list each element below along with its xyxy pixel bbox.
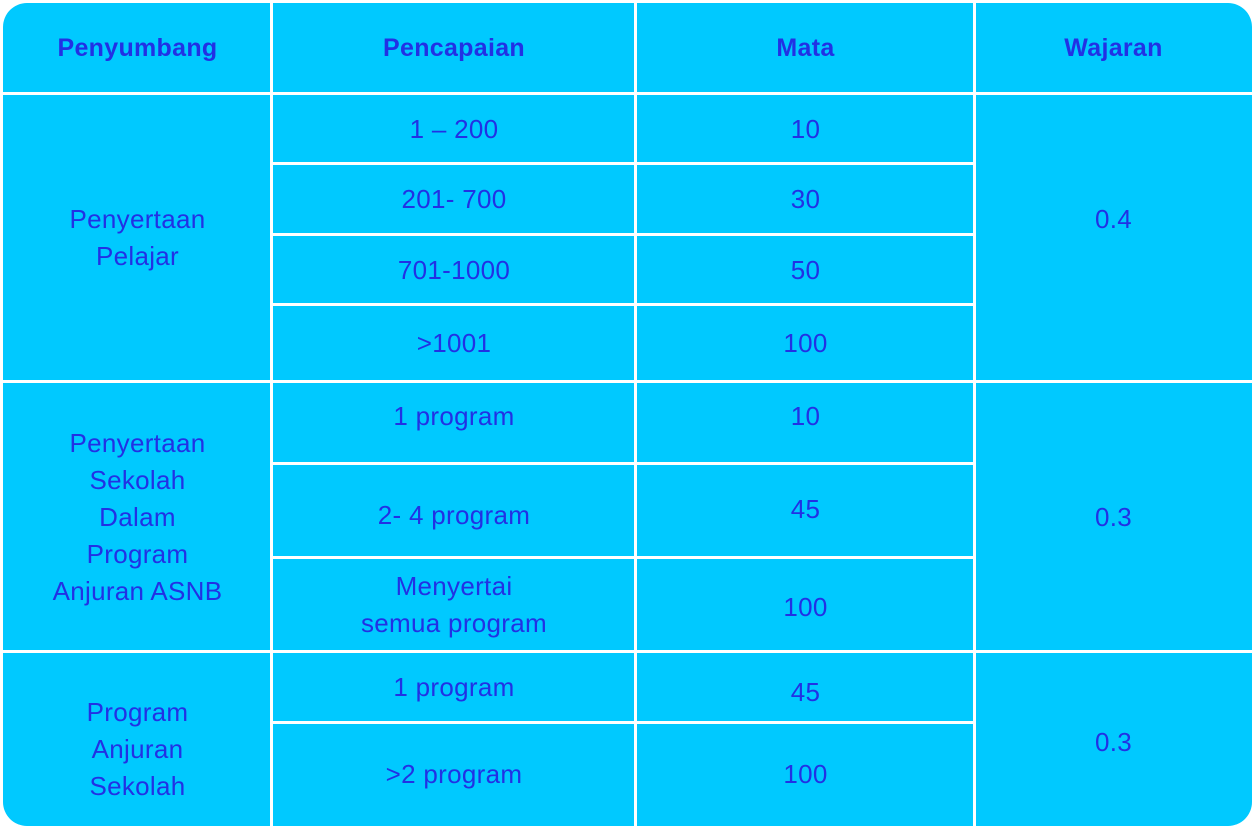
table-cell-points: 100	[783, 328, 828, 358]
table-cell-achievement: Menyertai semua program	[361, 571, 547, 638]
table-cell-achievement: 701-1000	[397, 254, 511, 285]
grid-line	[270, 3, 273, 826]
grid-line	[272, 303, 975, 306]
header-penyumbang: Penyumbang	[57, 34, 218, 62]
grid-line	[272, 162, 975, 165]
table-cell-points: 100	[783, 591, 828, 622]
table-cell-achievement: 201- 700	[401, 184, 507, 214]
table-cell-achievement: >2 program	[385, 759, 523, 789]
group-2-weight: 0.3	[1094, 501, 1133, 532]
header-mata: Mata	[776, 34, 835, 62]
grid-line	[634, 3, 637, 826]
group-3-weight: 0.3	[1094, 726, 1133, 757]
grid-line	[272, 233, 975, 236]
grid-line	[3, 650, 1252, 653]
scoring-table	[3, 3, 1252, 826]
table-cell-points: 50	[790, 254, 821, 285]
header-wajaran: Wajaran	[1064, 34, 1163, 62]
header-pencapaian: Pencapaian	[383, 34, 525, 62]
table-cell-points: 10	[790, 400, 821, 431]
table-cell-achievement: 2- 4 program	[377, 499, 531, 530]
grid-line	[272, 462, 975, 465]
grid-line	[272, 721, 975, 724]
group-1-contributor: Penyertaan Pelajar	[69, 204, 206, 271]
grid-line	[3, 92, 1252, 95]
table-cell-points: 30	[790, 184, 821, 214]
table-cell-achievement: 1 – 200	[409, 113, 499, 144]
table-cell-points: 45	[790, 677, 821, 707]
table-cell-points: 100	[783, 759, 828, 789]
table-cell-points: 10	[790, 113, 821, 144]
grid-line	[272, 556, 975, 559]
grid-line	[3, 380, 1252, 383]
group-2-contributor: Penyertaan Sekolah Dalam Program Anjuran ASNB	[52, 427, 223, 606]
table-cell-achievement: 1 program	[393, 400, 515, 431]
table-cell-achievement: >1001	[416, 328, 492, 358]
group-3-contributor: Program Anjuran Sekolah	[86, 696, 189, 801]
grid-line	[973, 3, 976, 826]
table-cell-achievement: 1 program	[393, 672, 515, 702]
table-cell-points: 45	[790, 493, 821, 524]
group-1-weight: 0.4	[1094, 203, 1133, 234]
